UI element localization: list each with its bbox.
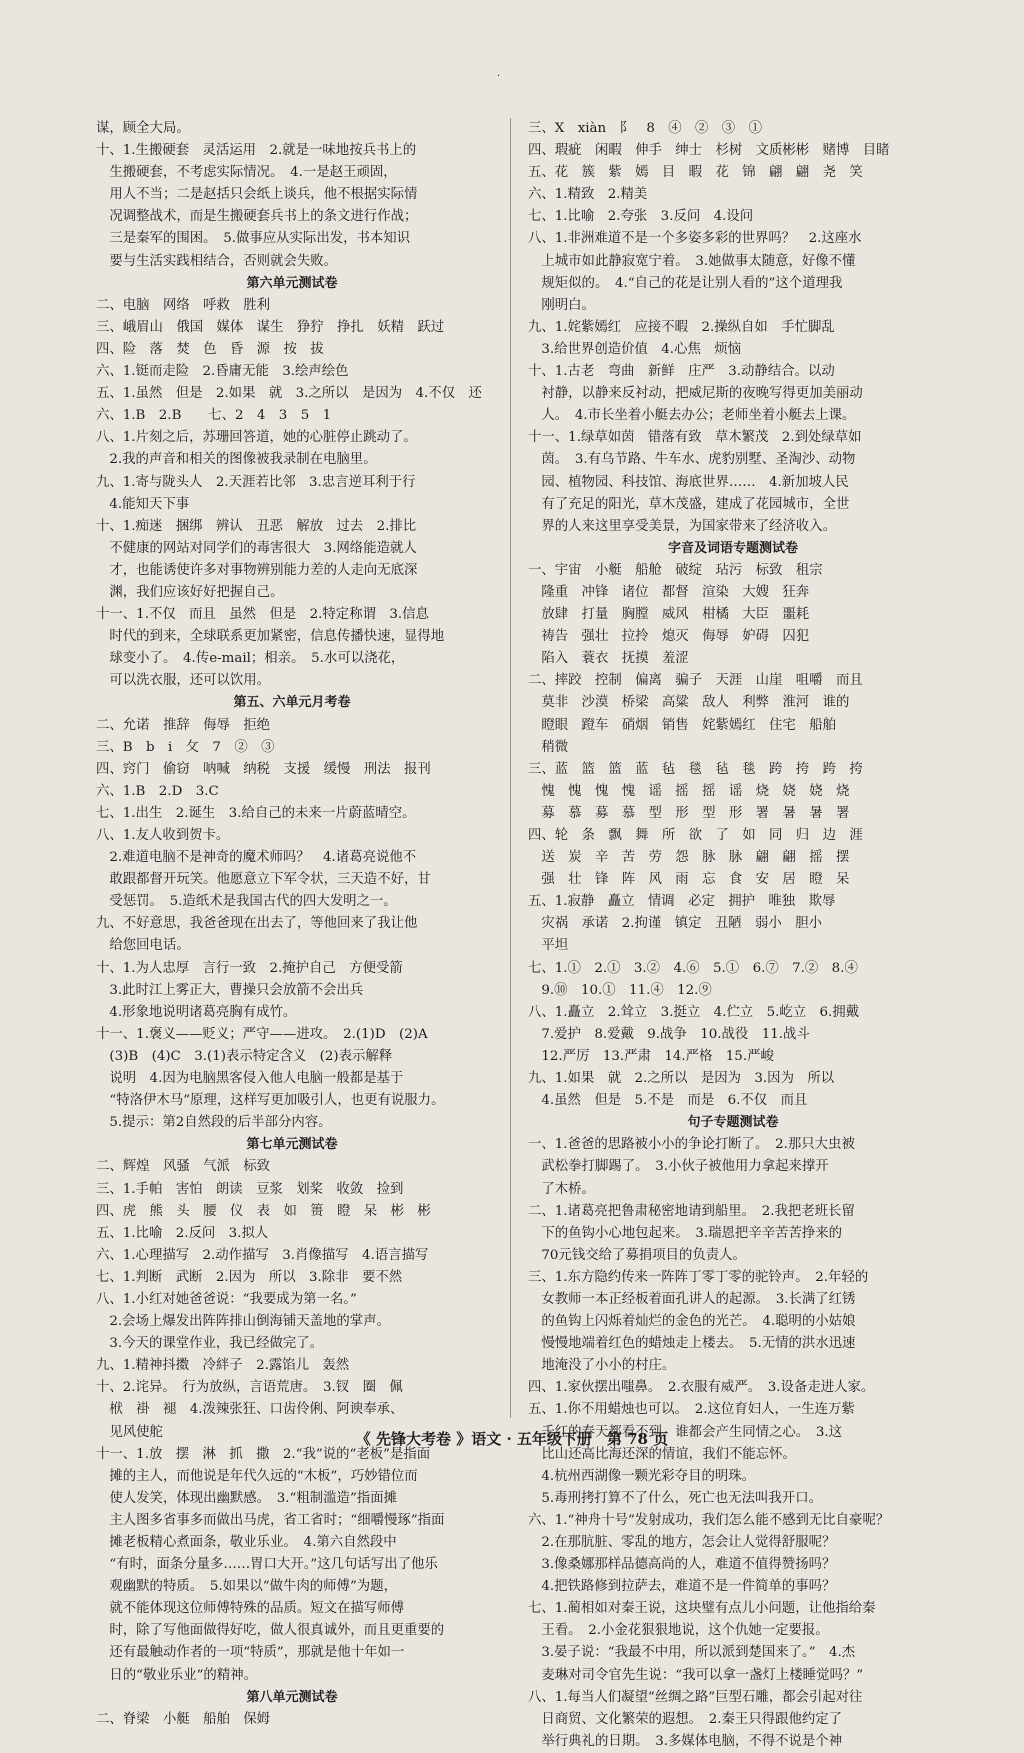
left-answer-line: 七、1.判断 武断 2.因为 所以 3.除非 要不然 xyxy=(96,1269,403,1285)
left-answer-line: 四、窍门 偷窃 呐喊 纳税 支援 缓慢 刑法 报刊 xyxy=(96,761,431,777)
left-answer-line: 3.此时江上雾正大，曹操只会放箭不会出兵 xyxy=(96,982,364,998)
right-answer-line: 人。 4.市长坐着小艇去办公；老师坐着小艇去上课。 xyxy=(528,408,856,424)
right-answer-line: 送 炭 辛 苦 劳 怨 脉 脉 翩 翩 摇 摆 xyxy=(528,850,850,866)
right-answer-line: 下的鱼钩小心地包起来。 3.瑞恩把辛辛苦苦挣来的 xyxy=(528,1225,843,1241)
right-answer-line: 八、1.矗立 2.耸立 3.挺立 4.伫立 5.屹立 6.拥戴 xyxy=(528,1004,860,1020)
left-answer-line: “有时，面条分量多……胃口大开。”这几句话写出了他乐 xyxy=(96,1557,438,1573)
right-answer-line: 七、1.① 2.① 3.② 4.⑥ 5.① 6.⑦ 7.② 8.④ xyxy=(528,960,858,976)
left-answer-line: 十一、1.放 摆 淋 抓 撒 2.“我”说的“老板”是指面 xyxy=(96,1446,431,1462)
right-answer-line: 70元钱交给了募捐项目的负责人。 xyxy=(528,1247,746,1263)
right-answer-line: 的鱼钩上闪烁着灿烂的金色的光芒。 4.聪明的小姑娘 xyxy=(528,1314,856,1330)
left-answer-line: 才，也能诱使许多对事物辨别能力差的人走向无底深 xyxy=(96,562,418,578)
right-answer-line: 千红的春天都看不到，谁都会产生同情之心。 3.这 xyxy=(528,1424,843,1440)
right-answer-line: 9.⑩ 10.① 11.④ 12.⑨ xyxy=(528,982,712,998)
right-answer-line: 五、1.你不用蜡烛也可以。 2.这位育妇人，一生连万紫 xyxy=(528,1402,855,1418)
left-answer-line: 2.会场上爆发出阵阵排山倒海铺天盖地的掌声。 xyxy=(96,1314,390,1330)
left-answer-line: 四、虎 熊 头 腰 仪 表 如 篑 瞪 呆 彬 彬 xyxy=(96,1203,431,1219)
right-answer-line: 稍微 xyxy=(528,739,569,755)
left-answer-line: 二、允诺 推辞 侮辱 拒绝 xyxy=(96,717,271,733)
right-answer-line: 灾祸 承诺 2.拘谨 镇定 丑陋 弱小 胆小 xyxy=(528,916,822,932)
left-section-heading: 第八单元测试卷 xyxy=(246,1689,338,1705)
right-answer-line: 3.像桑娜那样品德高尚的人，难道不值得赞扬吗？ xyxy=(528,1557,836,1573)
right-answer-line: 4.虽然 但是 5.不是 而是 6.不仅 而且 xyxy=(528,1093,808,1109)
left-answer-line: 十、1.生搬硬套 灵活运用 2.就是一味地按兵书上的 xyxy=(96,143,417,159)
left-answer-line: 生搬硬套，不考虑实际情况。 4.一是赵王顽固， xyxy=(96,165,397,181)
left-answer-line: 况调整战术，而是生搬硬套兵书上的条文进行作战； xyxy=(96,209,418,225)
right-answer-line: 九、1.如果 就 2.之所以 是因为 3.因为 所以 xyxy=(528,1071,835,1087)
right-answer-line: 地淹没了小小的村庄。 xyxy=(528,1358,676,1374)
right-answer-line: 日商贸、文化繁荣的遐想。 2.秦王只得跟他约定了 xyxy=(528,1711,843,1727)
left-answer-line: 敢跟都督开玩笑。他愿意立下军令状，三天造不好，甘 xyxy=(96,872,431,888)
right-section-heading: 句子专题测试卷 xyxy=(687,1115,779,1131)
left-answer-line: 八、1.友人收到贺卡。 xyxy=(96,828,230,843)
right-answer-line: 二、1.诸葛亮把鲁肃秘密地请到船里。 2.我把老班长留 xyxy=(528,1203,855,1219)
left-section-heading: 第六单元测试卷 xyxy=(246,275,338,291)
left-answer-line: 谋，顾全大局。 xyxy=(96,121,190,136)
left-answer-line: 十、1.为人忠厚 言行一致 2.掩护自己 方便受箭 xyxy=(96,960,403,976)
right-answer-line: 二、摔跤 控制 偏离 骗子 天涯 山崖 咀嚼 而且 xyxy=(528,673,863,689)
left-answer-line: “特洛伊木马”原理，这样写更加吸引人，也更有说服力。 xyxy=(96,1093,445,1109)
left-answer-line: 八、1.小红对她爸爸说：“我要成为第一名。” xyxy=(96,1291,357,1307)
left-answer-line: 摊的主人，而他说是年代久远的“木板”，巧妙错位而 xyxy=(96,1468,418,1484)
right-answer-line: 举行典礼的日期。 3.多媒体电脑，不得不说是个神 xyxy=(528,1733,843,1749)
scan-dot: · xyxy=(497,71,501,82)
right-answer-line: 强 壮 锋 阵 风 雨 忘 食 安 居 瞪 呆 xyxy=(528,872,850,888)
right-answer-line: 九、1.姹紫嫣红 应接不暇 2.操纵自如 手忙脚乱 xyxy=(528,319,835,335)
left-answer-line: 十、2.诧异。 行为放纵，言语荒唐。 3.钗 圈 佩 xyxy=(96,1380,403,1396)
right-answer-line: 十、1.古老 弯曲 新鲜 庄严 3.动静结合。以动 xyxy=(528,364,835,380)
left-answer-line: 三、B b i 攵 7 ② ③ xyxy=(96,739,275,755)
right-answer-line: 四、瑕疵 闲暇 伸手 绅士 杉树 文质彬彬 赌博 目睹 xyxy=(528,143,890,159)
right-answer-line: 三、蓝 篮 篮 蓝 毡 毯 毡 毯 跨 挎 跨 挎 xyxy=(528,761,863,777)
left-answer-line: 观幽默的特质。 5.如果以“做牛肉的师傅”为题， xyxy=(96,1579,397,1595)
right-answer-line: 慢慢地端着红色的蜡烛走上楼去。 5.无情的洪水迅速 xyxy=(528,1336,856,1352)
left-answer-line: 日的“敬业乐业”的精神。 xyxy=(96,1667,257,1683)
right-answer-line: 陷入 蓑衣 抚摸 羞涩 xyxy=(528,651,689,667)
left-answer-line: 九、1.寄与陇头人 2.天涯若比邻 3.忠言逆耳利于行 xyxy=(96,474,416,490)
left-answer-line: 七、1.出生 2.诞生 3.给自己的未来一片蔚蓝晴空。 xyxy=(96,805,416,821)
right-answer-line: 2.在那肮脏、零乱的地方，怎会让人觉得舒服呢？ xyxy=(528,1535,836,1550)
left-answer-line: 5.提示：第2自然段的后半部分内容。 xyxy=(96,1115,332,1131)
right-answer-line: 12.严厉 13.严肃 14.严格 15.严峻 xyxy=(528,1048,774,1064)
left-answer-line: 二、脊梁 小艇 船舶 保姆 xyxy=(96,1711,271,1727)
right-answer-line: 4.杭州西湖像一颗光彩夺目的明珠。 xyxy=(528,1468,756,1484)
right-answer-line: 规矩似的。 4.“自己的花是让别人看的”这个道理我 xyxy=(528,275,843,291)
left-answer-line: 三是秦军的围困。 5.做事应从实际出发，书本知识 xyxy=(96,231,411,247)
left-answer-line: 可以洗衣服，还可以饮用。 xyxy=(96,673,271,689)
left-answer-line: 六、1.B 2.D 3.C xyxy=(96,783,219,799)
right-answer-line: 四、轮 条 飘 舞 所 欲 了 如 同 归 边 涯 xyxy=(528,828,863,843)
left-answer-line: (3)B (4)C 3.(1)表示特定含义 (2)表示解释 xyxy=(96,1048,393,1064)
right-answer-line: 十一、1.绿草如茵 错落有致 草木繁茂 2.到处绿草如 xyxy=(528,430,862,446)
right-answer-line: 衬静，以静来反衬动，把威尼斯的夜晚写得更加美丽动 xyxy=(528,386,863,402)
right-answer-line: 一、宇宙 小艇 船舱 破绽 玷污 标致 租宗 xyxy=(528,562,823,578)
left-answer-line: 要与生活实践相结合，否则就会失败。 xyxy=(96,253,338,269)
right-answer-line: 祷告 强壮 拉拎 熄灭 侮辱 妒碍 囚犯 xyxy=(528,629,810,645)
right-answer-line: 比山还高比海还深的情谊，我们不能忘怀。 xyxy=(528,1446,796,1462)
left-answer-line: 十一、1.褒义——贬义；严守——进攻。 2.(1)D (2)A xyxy=(96,1026,428,1042)
right-answer-line: 莫非 沙漠 桥梁 高粱 敌人 利弊 淮河 谁的 xyxy=(528,695,850,711)
right-answer-line: 7.爱护 8.爱戴 9.战争 10.战役 11.战斗 xyxy=(528,1026,810,1042)
right-answer-line: 五、花 簇 紫 嫣 目 暇 花 锦 翩 翩 尧 笑 xyxy=(528,165,863,181)
left-answer-line: 受惩罚。 5.造纸术是我国古代的四大发明之一。 xyxy=(96,894,397,910)
right-answer-line: 3.给世界创造价值 4.心焦 烦恼 xyxy=(528,341,742,357)
left-answer-line: 五、1.比喻 2.反问 3.拟人 xyxy=(96,1225,269,1241)
right-answer-line: 一、1.爸爸的思路被小小的争论打断了。 2.那只大虫被 xyxy=(528,1137,855,1153)
right-answer-line: 隆重 冲锋 诸位 都督 渲染 大嫂 狂奔 xyxy=(528,584,810,600)
right-answer-line: 有了充足的阳光，草木茂盛，建成了花园城市，全世 xyxy=(528,496,850,512)
left-answer-line: 二、辉煌 风骚 气派 标致 xyxy=(96,1159,271,1175)
right-answer-line: 募 慕 募 慕 型 形 型 形 署 暑 暑 署 xyxy=(528,805,850,821)
left-answer-line: 不健康的网站对同学们的毒害很大 3.网络能造就人 xyxy=(96,540,417,556)
right-answer-line: 六、1.精致 2.精美 xyxy=(528,187,648,203)
left-answer-line: 九、不好意思，我爸爸现在出去了，等他回来了我让他 xyxy=(96,916,418,932)
right-answer-line: 了木桥。 xyxy=(528,1181,595,1197)
right-answer-line: 上城市如此静寂宽宁着。 3.她做事太随意，好像不懂 xyxy=(528,253,856,269)
left-answer-line: 还有最触动作者的一项“特质”，那就是他十年如一 xyxy=(96,1645,405,1661)
left-answer-line: 使人发笑，体现出幽默感。 3.“粗制滥造”指面摊 xyxy=(96,1490,397,1506)
left-answer-line: 2.难道电脑不是神奇的魔术师吗？ 4.诸葛亮说他不 xyxy=(96,850,417,866)
left-answer-line: 给您回电话。 xyxy=(96,938,190,954)
right-answer-line: 六、1.“神舟十号”发射成功，我们怎么能不感到无比自豪呢？ xyxy=(528,1512,890,1528)
left-answer-line: 十、1.痴迷 捆绑 辨认 丑恶 解放 过去 2.排比 xyxy=(96,518,417,534)
right-answer-line: 放肆 打量 胸膛 威风 柑橘 大臣 噩耗 xyxy=(528,607,810,623)
left-answer-line: 4.能知天下事 xyxy=(96,496,190,512)
left-section-heading: 第七单元测试卷 xyxy=(246,1137,338,1153)
right-answer-line: 麦琳对司令官先生说：“我可以拿一盏灯上楼睡觉吗？” xyxy=(528,1667,864,1683)
left-answer-line: 二、电脑 网络 呼救 胜利 xyxy=(96,297,271,313)
page-footer: 《 先锋大考卷 》语文 · 五年级下册 第 78 页 xyxy=(355,1430,669,1448)
left-answer-line: 摊老板精心煮面条，敬业乐业。 4.第六自然段中 xyxy=(96,1535,397,1550)
left-answer-line: 五、1.虽然 但是 2.如果 就 3.之所以 是因为 4.不仅 还 xyxy=(96,386,482,402)
right-answer-line: 瞪眼 蹬车 硝烟 销售 姹紫嫣红 住宅 船舶 xyxy=(528,717,836,733)
right-answer-line: 八、1.每当人们凝望“丝绸之路”巨型石雕，都会引起对往 xyxy=(528,1689,863,1705)
left-answer-line: 九、1.精神抖擞 冷絆子 2.露馅儿 轰然 xyxy=(96,1358,350,1374)
right-section-heading: 字音及词语专题测试卷 xyxy=(667,540,798,556)
right-answer-line: 女教师一本正经板着面孔讲人的起源。 3.长满了红锈 xyxy=(528,1291,856,1307)
left-answer-line: 十一、1.不仅 而且 虽然 但是 2.特定称谓 3.信息 xyxy=(96,607,429,623)
right-answer-line: 七、1.比喻 2.夸张 3.反问 4.设问 xyxy=(528,209,754,225)
right-answer-line: 八、1.非洲难道不是一个多姿多彩的世界吗？ 2.这座水 xyxy=(528,231,862,247)
right-column xyxy=(528,118,938,1753)
right-answer-line: 愧 愧 愧 愧 谣 摇 摇 谣 烧 娆 娆 烧 xyxy=(528,783,850,799)
right-answer-line: 5.毒刑拷打算不了什么，死亡也无法叫我开口。 xyxy=(528,1490,822,1506)
right-answer-line: 武松拳打脚踢了。 3.小伙子被他用力拿起来撑开 xyxy=(528,1159,829,1175)
left-answer-line: 渊，我们应该好好把握自己。 xyxy=(96,584,284,600)
left-answer-line: 球变小了。 4.传e-mail；相亲。 5.水可以浇花， xyxy=(96,651,405,667)
left-answer-line: 就不能体现这位师傅特殊的品质。短文在描写师傅 xyxy=(96,1601,404,1617)
right-answer-line: 四、1.家伙摆出嗤鼻。 2.衣服有威严。 3.设备走进人家。 xyxy=(528,1380,875,1396)
right-answer-line: 界的人来这里享受美景，为国家带来了经济收入。 xyxy=(528,518,836,534)
right-answer-line: 王看。 2.小金花狠狠地说，这个仇她一定要报。 xyxy=(528,1623,829,1639)
left-answer-line: 说明 4.因为电脑黑客侵入他人电脑一般都是基于 xyxy=(96,1071,404,1087)
left-answer-line: 2.我的声音和相关的图像被我录制在电脑里。 xyxy=(96,452,377,468)
left-answer-line: 六、1.B 2.B 七、2 4 3 5 1 xyxy=(96,408,332,424)
right-answer-line: 园、植物园、科技馆、海底世界…… 4.新加坡人民 xyxy=(528,474,849,490)
right-answer-line: 3.晏子说：“我最不中用，所以派到楚国来了。” 4.杰 xyxy=(528,1645,856,1661)
left-answer-line: 四、险 落 焚 色 昏 源 按 拔 xyxy=(96,341,324,357)
right-answer-line: 茵。 3.有乌节路、牛车水、虎豹别墅、圣淘沙、动物 xyxy=(528,452,856,468)
left-answer-line: 八、1.片刻之后，苏珊回答道，她的心脏停止跳动了。 xyxy=(96,430,417,446)
left-answer-line: 用人不当；二是赵括只会纸上谈兵，他不根据实际情 xyxy=(96,187,418,203)
column-divider xyxy=(510,118,511,1418)
left-section-heading: 第五、六单元月考卷 xyxy=(233,695,351,711)
left-answer-line: 三、1.手帕 害怕 朗读 豆浆 划桨 收敛 捡到 xyxy=(96,1181,404,1197)
left-answer-line: 栿 褂 褪 4.泼辣张狂、口齿伶俐、阿谀奉承、 xyxy=(96,1402,404,1418)
right-answer-line: 三、1.东方隐约传来一阵阵丁零丁零的驼铃声。 2.年轻的 xyxy=(528,1269,869,1285)
left-answer-line: 三、峨眉山 俄国 媒体 谋生 狰狞 挣扎 妖精 跃过 xyxy=(96,319,445,335)
right-answer-line: 五、1.寂静 矗立 情调 必定 拥护 唯独 欺辱 xyxy=(528,894,836,910)
left-answer-line: 见风使舵 xyxy=(96,1424,163,1440)
left-answer-line: 3.今天的课堂作业，我已经做完了。 xyxy=(96,1336,324,1352)
left-column xyxy=(96,118,488,1731)
right-answer-line: 刚明白。 xyxy=(528,297,595,313)
right-answer-line: 4.把铁路修到拉萨去，难道不是一件简单的事吗？ xyxy=(528,1579,836,1595)
right-answer-line: 平坦 xyxy=(528,938,569,954)
left-answer-line: 六、1.铤而走险 2.昏庸无能 3.绘声绘色 xyxy=(96,364,349,380)
right-answer-line: 三、X xiàn 阝 8 ④ ② ③ ① xyxy=(528,121,762,136)
left-answer-line: 六、1.心理描写 2.动作描写 3.肖像描写 4.语言描写 xyxy=(96,1247,429,1263)
right-answer-line: 七、1.蔺相如对秦王说，这块璧有点儿小问题，让他指给秦 xyxy=(528,1601,876,1617)
left-answer-line: 4.形象地说明诸葛亮胸有成竹。 xyxy=(96,1004,297,1020)
left-answer-line: 时代的到来，全球联系更加紧密，信息传播快速，显得地 xyxy=(96,629,445,645)
left-answer-line: 主人图多省事多而做出马虎，省工省时；“细嚼慢琢”指面 xyxy=(96,1512,445,1528)
left-answer-line: 时，除了写他面做得好吃，做人很真诚外，而且更重要的 xyxy=(96,1623,445,1639)
